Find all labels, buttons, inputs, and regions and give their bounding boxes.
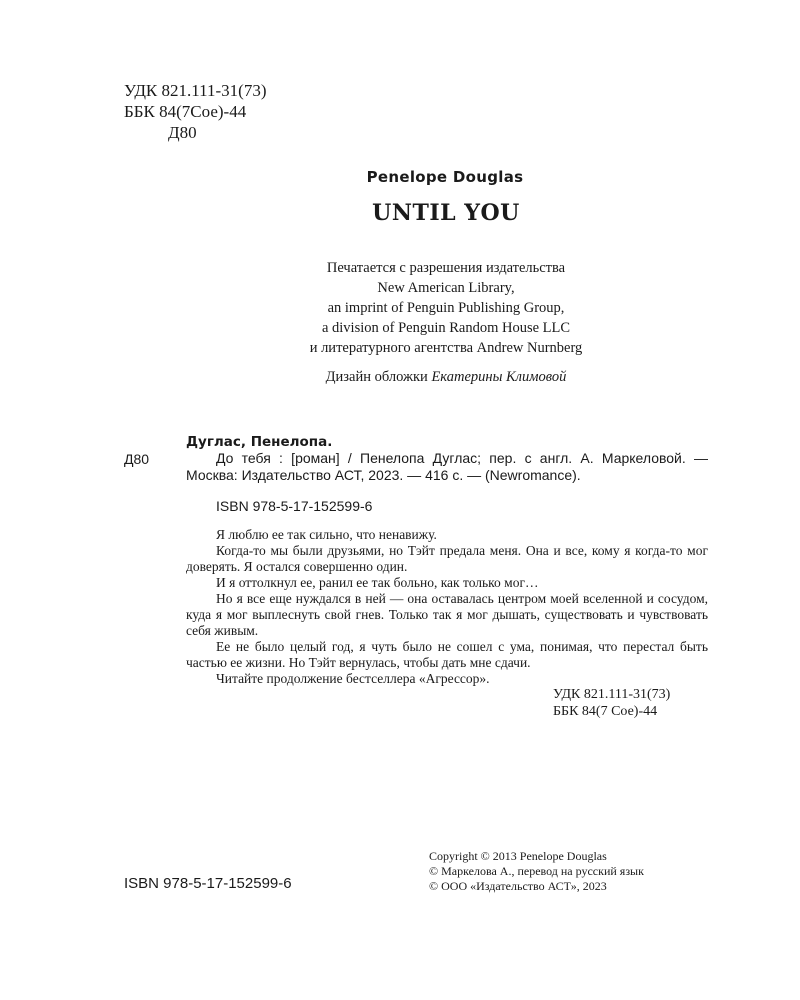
book-title: UNTIL YOU <box>372 200 520 226</box>
bbk-code-right: ББК 84(7 Сое)-44 <box>553 704 658 719</box>
isbn-bottom: ISBN 978-5-17-152599-6 <box>124 875 292 892</box>
copyright-line: © Маркелова А., перевод на русский язык <box>429 864 644 878</box>
author-name: Penelope Douglas <box>366 168 524 186</box>
bbk-code: ББК 84(7Сое)-44 <box>124 102 247 121</box>
author-sign: Д80 <box>168 123 197 142</box>
catalog-code: Д80 <box>124 451 150 467</box>
cover-design-label: Дизайн обложки <box>325 369 428 385</box>
permission-line: an imprint of Penguin Publishing Group, <box>327 300 565 316</box>
udk-code: УДК 821.111-31(73) <box>124 81 267 100</box>
permission-line: New American Library, <box>377 280 515 296</box>
classification-block <box>124 80 266 143</box>
annotation-paragraph: Но я все еще нуждался в ней — она оставалась центром моей вселенной и сосудом, куда я мог выплеснуть свой гнев. Только так я мог дышать, существовать и чувствовать себя живым. <box>186 591 708 638</box>
annotation-paragraph: Ее не было целый год, я чуть было не сошел с ума, понимая, что перестал быть частью ее жизни. Но Тэйт вернулась, чтобы дать мне сдачи. <box>186 639 708 670</box>
udk-code-right: УДК 821.111-31(73) <box>553 687 671 702</box>
cover-design-credit <box>0 369 800 386</box>
classification-right <box>553 686 670 720</box>
annotation-paragraph: И я оттолкнул ее, ранил ее так больно, как только мог… <box>216 575 539 590</box>
copyright-block <box>429 849 644 894</box>
copyright-line: Copyright © 2013 Penelope Douglas <box>429 849 607 863</box>
catalog-heading: Дуглас, Пенелопа. <box>186 434 333 450</box>
permission-notice <box>0 258 800 358</box>
permission-line: Печатается с разрешения издательства <box>326 260 566 276</box>
annotation-paragraph: Когда-то мы были друзьями, но Тэйт предала меня. Она и все, кому я когда-то мог доверять. Я остался совершенно один. <box>186 543 708 574</box>
catalog-isbn: ISBN 978-5-17-152599-6 <box>216 498 373 514</box>
annotation <box>186 527 708 687</box>
annotation-paragraph: Читайте продолжение бестселлера «Агрессор». <box>216 671 490 686</box>
permission-line: a division of Penguin Random House LLC <box>321 320 571 336</box>
annotation-paragraph: Я люблю ее так сильно, что ненавижу. <box>216 527 437 542</box>
cover-designer-name: Екатерины Климовой <box>431 369 567 385</box>
catalog-description: До тебя : [роман] / Пенелопа Дуглас; пер. с англ. А. Маркеловой. — Москва: Издательство АСТ, 2023. — 416 с. — (Newromance). <box>186 450 708 483</box>
copyright-line: © ООО «Издательство АСТ», 2023 <box>429 879 607 893</box>
permission-line: и литературного агентства Andrew Nurnberg <box>309 340 583 356</box>
